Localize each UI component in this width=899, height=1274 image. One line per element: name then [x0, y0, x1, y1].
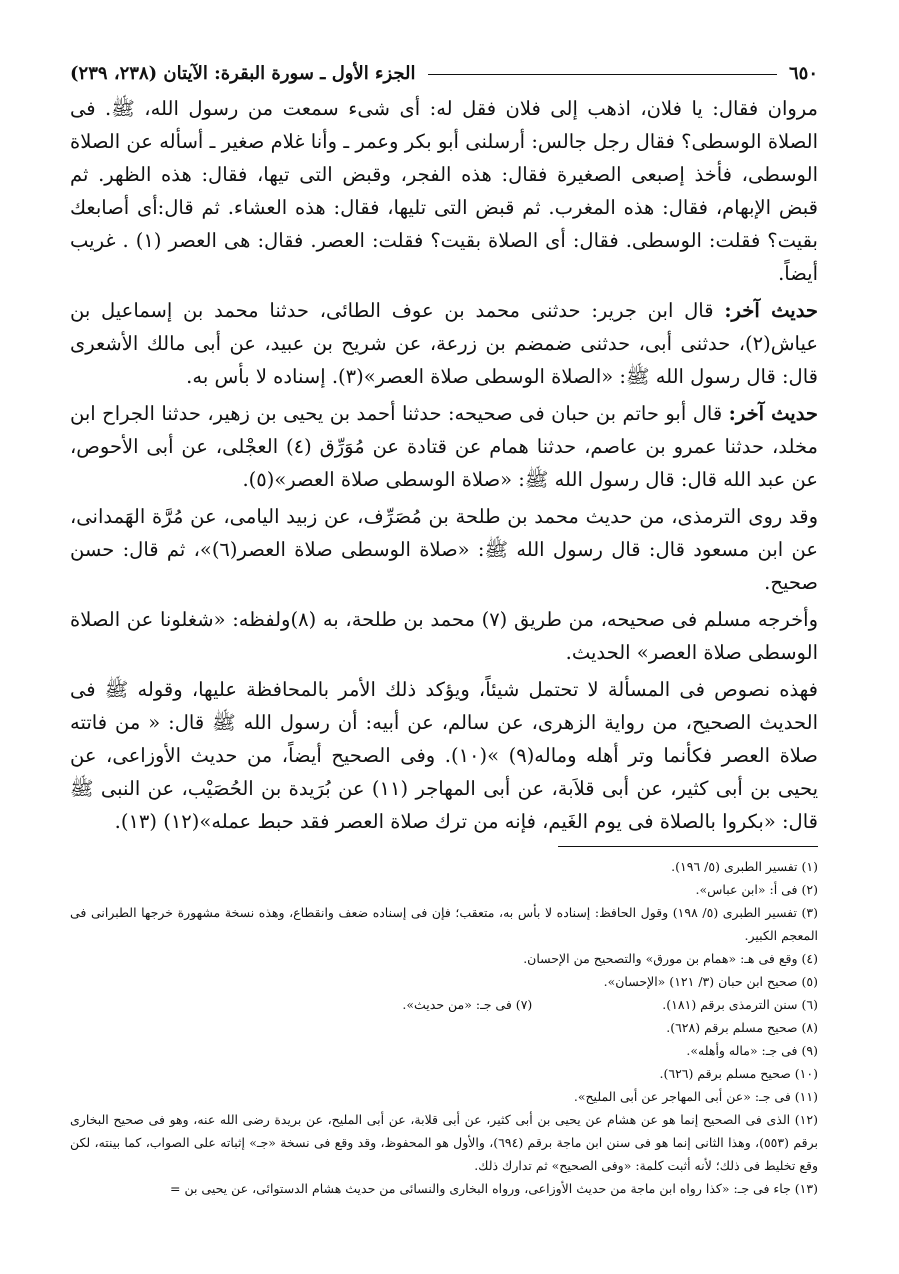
- paragraph: [70, 397, 818, 496]
- paragraph: [70, 294, 818, 393]
- footnotes: [70, 855, 818, 1200]
- running-title: الجزء الأول ـ سورة البقرة: الآيتان (٢٣٨، ٢٣٩): [70, 62, 416, 84]
- footnote: (٨) صحيح مسلم برقم (٦٢٨).: [666, 1020, 818, 1035]
- paragraph-text: وأخرجه مسلم فى صحيحه، من طريق (٧) محمد بن طلحة، به (٨)ولفظه: «شغلونا عن الصلاة الوسطى صلاة العصر» الحديث.: [70, 608, 818, 664]
- footnote: (٣) تفسير الطبرى (٥/ ١٩٨) وقول الحافظ: إسناده لا بأس به، متعقب؛ فإن فى إسناده ضعف وانقطاع، وهذه نسخة مشهورة خرجها الطبرانى فى المعجم الكبير.: [70, 905, 818, 943]
- footnote: (١) تفسير الطبرى (٥/ ١٩٦).: [671, 859, 818, 874]
- footnote: (٦) سنن الترمذى برقم (١٨١).: [662, 997, 818, 1012]
- section-lead: حديث آخر:: [728, 402, 818, 425]
- footnote: (١١) فى جـ: «عن أبى المهاجر عن أبى المليح».: [573, 1089, 818, 1104]
- footnote-rule: [558, 846, 818, 847]
- section-lead: حديث آخر:: [724, 299, 818, 322]
- paragraph: [70, 500, 818, 599]
- paragraph-text: وقد روى الترمذى، من حديث محمد بن طلحة بن مُصَرِّف، عن زبيد اليامى، عن مُرَّة الهَمدانى، عن ابن مسعود قال: قال رسول الله ﷺ: «صلاة الوسطى صلاة العصر(٦)»، ثم قال: حسن صحيح.: [70, 505, 818, 594]
- main-text: [70, 92, 818, 838]
- page-number: ٦٥٠: [788, 62, 818, 84]
- footnote-row: [70, 993, 818, 1016]
- paragraph: [70, 673, 818, 838]
- footnote: (٩) فى جـ: «ماله وأهله».: [686, 1043, 818, 1058]
- footnote: (٧) فى جـ: «من حديث».: [402, 997, 533, 1012]
- footnote: (٢) فى أ: «ابن عباس».: [695, 882, 818, 897]
- paragraph-text: فهذه نصوص فى المسألة لا تحتمل شيئاً، ويؤكد ذلك الأمر بالمحافظة عليها، وقوله ﷺ فى الحديث الصحيح، من رواية الزهرى، عن سالم، عن أبيه: أن رسول الله ﷺ قال: « من فاتته صلاة العصر فكأنما وتر أهله وماله(٩) »(١٠). وفى الصحيح أيضاً، من حديث الأوزاعى، عن يحيى بن أبى كثير، عن أبى قلاَبة، عن أبى المهاجر (١١) عن بُرَيدة بن الحُصَيْب، عن النبى ﷺ قال: «بكروا بالصلاة فى يوم الغَيم، فإنه من ترك صلاة العصر فقد حبط عمله»(١٢) (١٣).: [70, 678, 818, 833]
- footnote: (١٢) الذى فى الصحيح إنما هو عن هشام عن يحيى بن أبى كثير، عن أبى قلابة، عن أبى المليح، عن بريدة رضى الله عنه، وهو فى صحيح البخارى برقم (٥٥٣)، وهذا الثانى إنما هو فى سنن ابن ماجة برقم (٦٩٤)، والأول هو المحفوظ، وقد وقع فى نسخة «جـ» إثباته على الصواب، كما بينته، لكن وقع تخليط فى ذلك؛ لأنه أثبت كلمة: «وفى الصحيح» ثم تدارك ذلك.: [70, 1112, 818, 1173]
- footnote: (١٣) جاء فى جـ: «كذا رواه ابن ماجة من حديث الأوزاعى، ورواه البخارى والنسائى من حديث هشام الدستوائى، عن يحيى بن =: [170, 1181, 818, 1196]
- paragraph-text: قال ابن جرير: حدثنى محمد بن عوف الطائى، حدثنا محمد بن إسماعيل بن عياش(٢)، حدثنى أبى، حدثنى ضمضم بن زرعة، عن شريح بن عبيد، عن أبى مالك الأشعرى قال: قال رسول الله ﷺ: «الصلاة الوسطى صلاة العصر»(٣). إسناده لا بأس به.: [70, 299, 818, 388]
- footnote: (١٠) صحيح مسلم برقم (٦٢٦).: [659, 1066, 818, 1081]
- page-header: [70, 58, 818, 88]
- paragraph-text: مروان فقال: يا فلان، اذهب إلى فلان فقل له: أى شىء سمعت من رسول الله، ﷺ. فى الصلاة الوسطى؟ فقال رجل جالس: أرسلنى أبو بكر وعمر ـ وأنا غلام صغير ـ أسأله عن الصلاة الوسطى، فأخذ إصبعى الصغيرة فقال: هذه الفجر، وقبض التى تيها، فقال: هذه الظهر. ثم قبض الإبهام، فقال: هذه المغرب. ثم قبض التى تليها، فقال: هذه العشاء. ثم قال:أى أصابعك بقيت؟ فقلت: الوسطى. فقال: أى الصلاة بقيت؟ فقلت: العصر. فقال: هى العصر (١) . غريب أيضاً.: [70, 97, 818, 285]
- book-page: [70, 58, 818, 1200]
- footnote: (٤) وقع فى هـ: «همام بن مورق» والتصحيح من الإحسان.: [523, 951, 818, 966]
- footnote: (٥) صحيح ابن حبان (٣/ ١٢١) «الإحسان».: [603, 974, 818, 989]
- paragraph: [70, 92, 818, 290]
- paragraph-text: قال أبو حاتم بن حبان فى صحيحه: حدثنا أحمد بن يحيى بن زهير، حدثنا الجراح ابن مخلد، حدثنا عمرو بن عاصم، حدثنا همام عن قتادة عن مُوَرِّق (٤) العجْلى، عن أبى الأحوص، عن عبد الله قال: قال رسول الله ﷺ: «صلاة الوسطى صلاة العصر»(٥).: [70, 402, 818, 491]
- header-rule: [428, 74, 777, 75]
- paragraph: [70, 603, 818, 669]
